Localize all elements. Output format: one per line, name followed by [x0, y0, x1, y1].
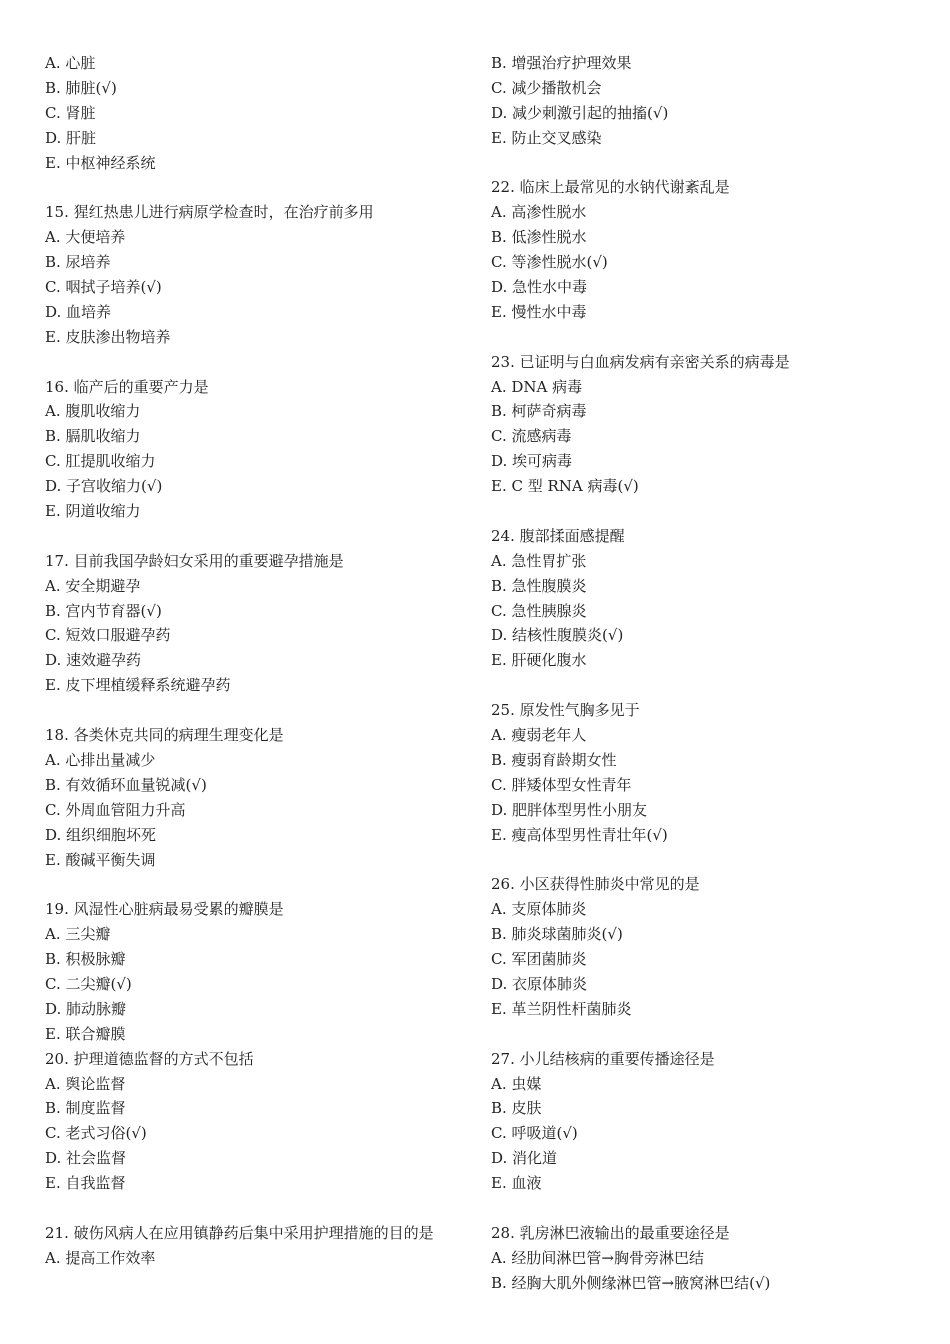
answer-option: B. 肺炎球菌肺炎(√)	[491, 925, 623, 944]
question-text: 28. 乳房淋巴液输出的最重要途径是	[491, 1223, 730, 1242]
answer-option: A. 高渗性脱水	[491, 203, 587, 222]
answer-option: A. 心排出量减少	[45, 750, 156, 769]
question-text: 25. 原发性气胸多见于	[491, 701, 640, 720]
answer-option: A. 大便培养	[45, 228, 126, 247]
spacer	[491, 1196, 911, 1221]
answer-option: D. 子宫收缩力(√)	[45, 477, 163, 496]
answer-option: B. 低渗性脱水	[491, 228, 587, 247]
spacer	[491, 673, 911, 698]
left-column	[45, 51, 465, 1271]
question-text: 21. 破伤风病人在应用镇静药后集中采用护理措施的目的是	[45, 1223, 434, 1242]
answer-option: C. 军团菌肺炎	[491, 950, 587, 969]
question-text: 18. 各类休克共同的病理生理变化是	[45, 726, 284, 745]
answer-option: B. 尿培养	[45, 253, 111, 272]
answer-option: D. 速效避孕药	[45, 651, 142, 670]
answer-option: B. 肺脏(√)	[45, 78, 117, 97]
answer-option: A. 提高工作效率	[45, 1248, 156, 1267]
right-column	[491, 51, 911, 1296]
answer-option: E. 酸碱平衡失调	[45, 850, 156, 869]
answer-option: D. 衣原体肺炎	[491, 974, 588, 993]
answer-option: A. 安全期避孕	[45, 576, 141, 595]
question-text: 26. 小区获得性肺炎中常见的是	[491, 875, 700, 894]
answer-option: D. 急性水中毒	[491, 278, 588, 297]
answer-option: D. 消化道	[491, 1149, 558, 1168]
answer-option: E. 自我监督	[45, 1174, 126, 1193]
answer-option: C. 等渗性脱水(√)	[491, 253, 608, 272]
answer-option: D. 减少刺激引起的抽搐(√)	[491, 103, 669, 122]
answer-option: E. 阴道收缩力	[45, 502, 141, 521]
answer-option: A. 支原体肺炎	[491, 900, 587, 919]
answer-option: E. 肝硬化腹水	[491, 651, 587, 670]
answer-option: A. 瘦弱老年人	[491, 726, 587, 745]
answer-option: C. 二尖瓣(√)	[45, 974, 132, 993]
answer-option: C. 肛提肌收缩力	[45, 452, 156, 471]
answer-option: B. 积极脉瓣	[45, 950, 126, 969]
question-text: 19. 风湿性心脏病最易受累的瓣膜是	[45, 900, 284, 919]
answer-option: A. 急性胃扩张	[491, 551, 587, 570]
spacer	[491, 848, 911, 873]
answer-option: E. 慢性水中毒	[491, 302, 587, 321]
answer-option: A. 经肋间淋巴管→胸骨旁淋巴结	[491, 1248, 704, 1267]
answer-option: C. 胖矮体型女性青年	[491, 775, 632, 794]
answer-option: B. 皮肤	[491, 1099, 542, 1118]
answer-option: A. 三尖瓣	[45, 925, 111, 944]
answer-option: B. 经胸大肌外侧缘淋巴管→腋窝淋巴结(√)	[491, 1273, 771, 1292]
spacer	[45, 175, 465, 200]
question-text: 16. 临产后的重要产力是	[45, 377, 209, 396]
answer-option: D. 组织细胞坏死	[45, 825, 157, 844]
answer-option: D. 社会监督	[45, 1149, 127, 1168]
answer-option: E. 联合瓣膜	[45, 1024, 126, 1043]
spacer	[45, 872, 465, 897]
spacer	[45, 350, 465, 375]
answer-option: B. 急性腹膜炎	[491, 576, 587, 595]
question-text: 24. 腹部揉面感提醒	[491, 526, 625, 545]
spacer	[45, 524, 465, 549]
answer-option: A. 舆论监督	[45, 1074, 126, 1093]
spacer	[491, 151, 911, 176]
question-text: 17. 目前我国孕龄妇女采用的重要避孕措施是	[45, 551, 344, 570]
spacer	[491, 1022, 911, 1047]
answer-option: E. 革兰阴性杆菌肺炎	[491, 999, 632, 1018]
answer-option: C. 急性胰腺炎	[491, 601, 587, 620]
question-text: 27. 小儿结核病的重要传播途径是	[491, 1049, 715, 1068]
answer-option: D. 血培养	[45, 302, 112, 321]
question-text: 20. 护理道德监督的方式不包括	[45, 1049, 254, 1068]
answer-option: D. 结核性腹膜炎(√)	[491, 626, 624, 645]
answer-option: C. 老式习俗(√)	[45, 1124, 147, 1143]
answer-option: A. 虫媒	[491, 1074, 542, 1093]
answer-option: B. 膈肌收缩力	[45, 427, 141, 446]
answer-option: B. 有效循环血量锐减(√)	[45, 775, 207, 794]
answer-option: A. 腹肌收缩力	[45, 402, 141, 421]
answer-option: C. 减少播散机会	[491, 78, 602, 97]
answer-option: C. 呼吸道(√)	[491, 1124, 578, 1143]
answer-option: B. 制度监督	[45, 1099, 126, 1118]
question-text: 15. 猩红热患儿进行病原学检查时，在治疗前多用	[45, 203, 374, 222]
answer-option: A. 心脏	[45, 54, 96, 72]
answer-option: D. 肺动脉瓣	[45, 999, 127, 1018]
spacer	[491, 499, 911, 524]
answer-option: B. 宫内节育器(√)	[45, 601, 162, 620]
answer-option: D. 肝脏	[45, 128, 97, 147]
answer-option: D. 埃可病毒	[491, 452, 573, 471]
answer-option: E. 皮肤渗出物培养	[45, 327, 171, 346]
answer-option: E. 皮下埋植缓释系统避孕药	[45, 676, 231, 695]
spacer	[45, 698, 465, 723]
answer-option: C. 咽拭子培养(√)	[45, 278, 162, 297]
answer-option: E. C 型 RNA 病毒(√)	[491, 477, 639, 496]
answer-option: E. 血液	[491, 1174, 542, 1193]
answer-option: B. 瘦弱育龄期女性	[491, 750, 617, 769]
answer-option: E. 防止交叉感染	[491, 128, 602, 147]
question-text: 23. 已证明与白血病发病有亲密关系的病毒是	[491, 352, 790, 371]
answer-option: C. 流感病毒	[491, 427, 572, 446]
answer-option: E. 中枢神经系统	[45, 153, 156, 172]
answer-option: D. 肥胖体型男性小朋友	[491, 800, 648, 819]
spacer	[45, 1196, 465, 1221]
question-text: 22. 临床上最常见的水钠代谢紊乱是	[491, 178, 730, 197]
answer-option: C. 肾脏	[45, 103, 96, 122]
answer-option: B. 增强治疗护理效果	[491, 54, 632, 72]
answer-option: E. 瘦高体型男性青壮年(√)	[491, 825, 668, 844]
answer-option: A. DNA 病毒	[491, 377, 583, 396]
answer-option: C. 外周血管阻力升高	[45, 800, 186, 819]
spacer	[491, 325, 911, 350]
answer-option: C. 短效口服避孕药	[45, 626, 171, 645]
answer-option: B. 柯萨奇病毒	[491, 402, 587, 421]
